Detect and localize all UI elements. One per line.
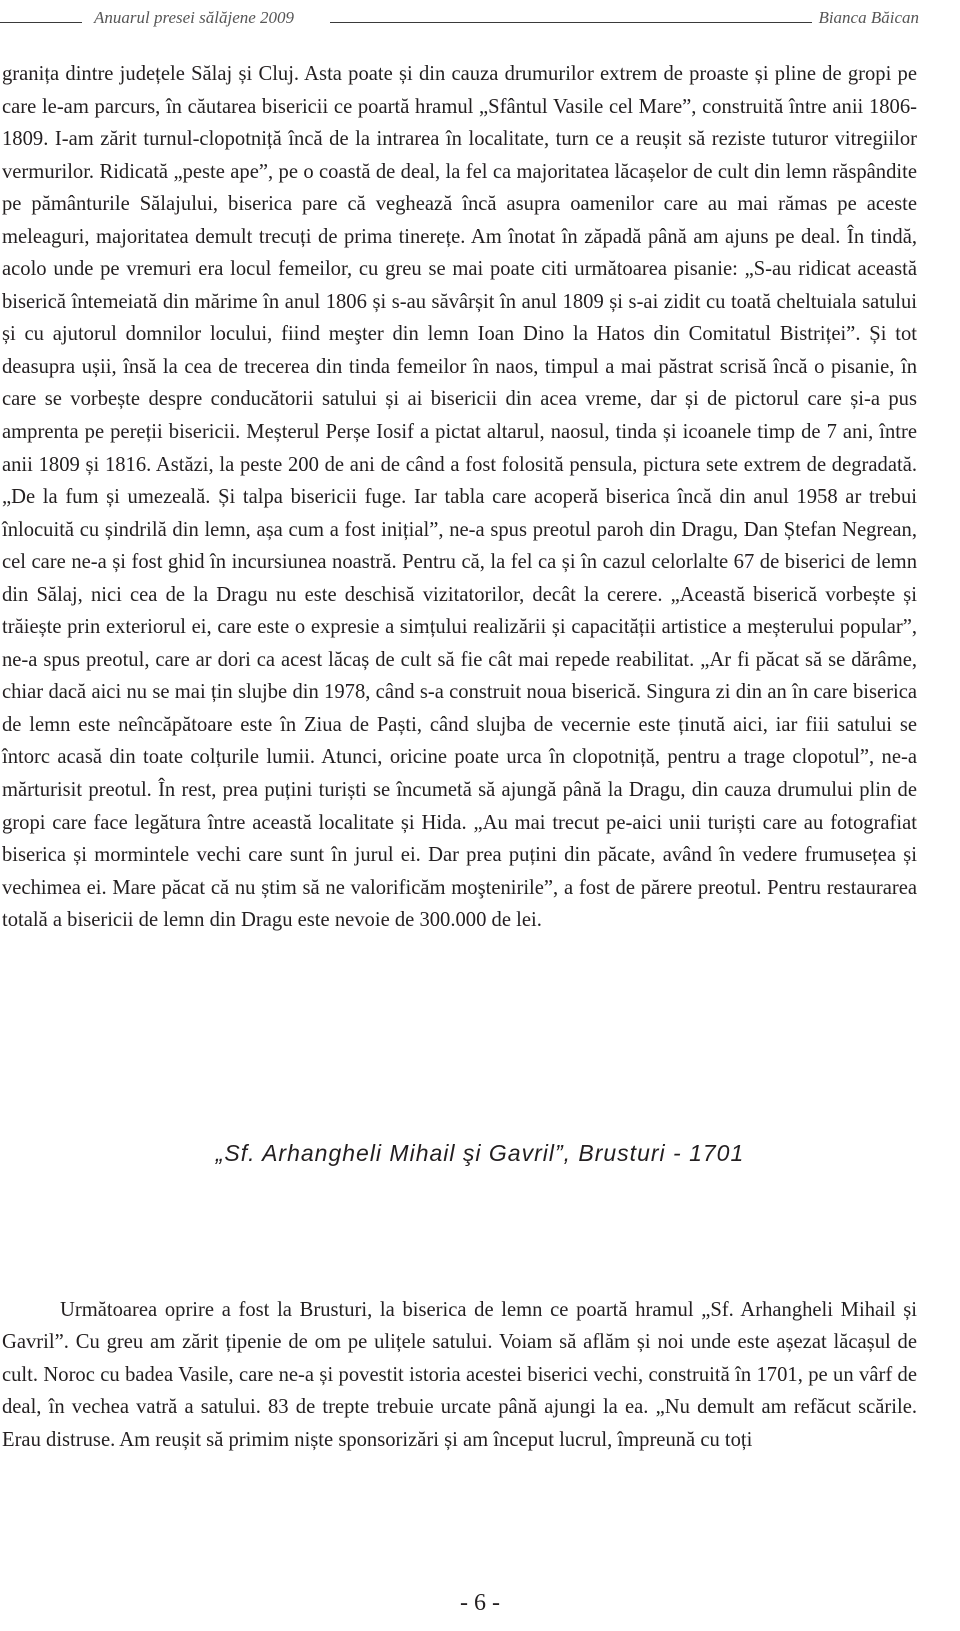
article-paragraph: Următoarea oprire a fost la Brusturi, la biserica de lemn ce poartă hramul „Sf. Arhangheli Mihail și Gavril”. Cu greu am zărit țipenie de om pe ulițele satului. Voiam să aflăm și noi unde este așezat lăcașul de cult. Noroc cu badea Vasile, care ne-a și povestit istoria acestei biserici vechi, construită în 1701, pe un vârf de deal, în vechea vatră a satului. 83 de trepte trebuie urcate până ajungi la ea. „Nu demult am refăcut scările. Erau distruse. Am reușit să primim niște sponsorizări și am început lucrul, împreună cu toți [2,1299,917,1451]
page-number: - 6 - [460,1590,500,1616]
header-rule-left [0,22,82,23]
section-heading: „Sf. Arhangheli Mihail şi Gavril”, Brusturi - 1701 [215,1140,745,1166]
header-rule-right [330,22,812,23]
article-paragraph: granița dintre județele Sălaj și Cluj. Asta poate și din cauza drumurilor extrem de proaste și pline de gropi pe care le-am parcurs, în căutarea bisericii ce poartă hramul „Sfântul Vasile cel Mare”, construită între anii 1806-1809. I-am zărit turnul-clopotniță încă de la intrarea în localitate, turn ce a reușit să reziste tuturor vitregiilor vermurilor. Ridicată „peste ape”, pe o coastă de deal, la fel ca majoritatea lăcașelor de cult din lemn răspândite pe pământurile Sălajului, biserica pare că veghează încă asupra oamenilor care au mai rămas pe aceste meleaguri, majoritatea demult trecuți de prima tinerețe. Am înotat în zăpadă până am ajuns pe deal. În tindă, acolo unde pe vremuri era locul femeilor, cu greu se mai poate citi următoarea pisanie: „S-au ridicat această biserică întemeiată din mărime în anul 1806 și s-au săvârșit în anul 1809 și s-ai zidit cu toată cheltuiala satului și cu ajutorul domnilor locului, fiind meşter din lemn Ioan Dino la Hatos din Comitatul Bistriței”. Și tot deasupra ușii, însă la cea de trecerea din tinda femeilor în naos, timpul a mai păstrat scrisă încă o pisanie, în care se vorbește despre conducătorii satului și ai bisericii din acea vreme, dar și de pictorul care și-a pus amprenta pe pereții bisericii. Meșterul Perșe Iosif a pictat altarul, naosul, tinda și icoanele timp de 7 ani, între anii 1809 și 1816. Astăzi, la peste 200 de ani de când a fost folosită pensula, pictura sete extrem de degradată. „De la fum și umezeală. Și talpa bisericii fuge. Iar tabla care acoperă biserica încă din anul 1958 ar trebui înlocuită cu șindrilă din lemn, așa cum a fost inițial”, ne-a spus preotul paroh din Dragu, Dan Ștefan Negrean, cel care ne-a și fost ghid în incursiunea noastră. Pentru că, la fel ca și în cazul celorlalte 67 de biserici de lemn din Sălaj, nici cea de la Dragu nu este deschisă vizitatorilor, decât la cerere. „Această biserică vorbește și trăiește prin exteriorul ei, care este o expresie a simțului realizării și capacității artistice a meșterului popular”, ne-a spus preotul, care ar dori ca acest lăcaș de cult să fie cât mai repede reabilitat. „Ar fi păcat să se dărâme, chiar dacă aici nu se mai țin slujbe din 1978, când s-a construit noua biserică. Singura zi din an în care biserica de lemn este neîncăpătoare este în Ziua de Paști, când slujba de vecernie este ținută aici, iar fiii satului se întorc acasă din toate colțurile lumii. Atunci, oricine poate urca în clopotniță, pentru a trage clopotul”, ne-a mărturisit preotul. În rest, prea puțini turiști se încumetă să ajungă până la Dragu, din cauza drumului plin de gropi care face legătura între această localitate și Hida. „Au mai trecut pe-aici unii turiști care au fotografiat biserica și mormintele vechi care sunt în jurul ei. Dar prea puțini din păcate, având în vedere frumusețea și vechimea ei. Mare păcat că nu știm să ne valorificăm moştenirile”, a fost de părere preotul. Pentru restaurarea totală a bisericii de lemn din Dragu este nevoie de 300.000 de lei. [2,63,917,932]
header-author-name: Bianca Băican [818,8,919,27]
running-header [0,0,960,50]
article-body-continued [2,1294,917,1456]
header-publication-title: Anuarul presei sălăjene 2009 [94,8,295,27]
article-body [2,58,917,937]
